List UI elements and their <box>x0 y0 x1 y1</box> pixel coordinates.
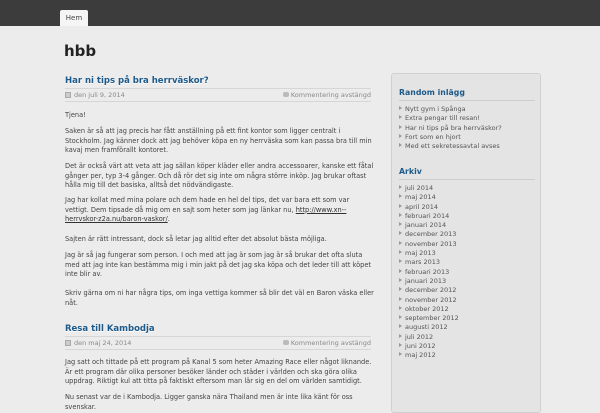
post-paragraph: Det är också värt att veta att jag sällan köper kläder eller andra accessoarer, kanske ett fåtal gånger per, typ 3-4 gånger. Och då rör det sig inte om några större inköp. Jag brukar oftast hålla mig till det basiska, alltså det nödvändigaste. <box>65 162 374 190</box>
random-post-link[interactable]: Med ett sekretessavtal avses <box>399 142 502 151</box>
post-meta <box>65 90 371 100</box>
archive-link[interactable]: februari 2013 <box>399 268 459 277</box>
calendar-icon <box>65 340 71 346</box>
divider <box>65 88 371 89</box>
random-post-link[interactable]: Har ni tips på bra herrväskor? <box>399 124 502 133</box>
post-paragraph: Jag är så jag fungerar som person. I och med att jag är som jag är så brukar det ofta sluta med att jag inte kan bestämma mig i min jakt på det jag ska köpa och det leder till att köpet inte blir av. <box>65 251 371 279</box>
post-paragraph: Skriv gärna om ni har några tips, om inga vettiga kommer så blir det väl en Baron väska eller nåt. <box>65 289 374 307</box>
post-paragraph: Sajten är rätt intressant, dock så letar jag alltid efter det absolut bästa möjliga. <box>65 235 327 243</box>
post-comments <box>283 339 371 347</box>
nav-home-tab[interactable]: Hem <box>60 10 88 26</box>
widget-title-archive: Arkiv <box>399 167 422 176</box>
archive-list <box>399 184 459 361</box>
top-navigation-bar <box>0 0 600 26</box>
archive-link[interactable]: februari 2014 <box>399 212 459 221</box>
site-title[interactable]: hbb <box>64 42 97 60</box>
archive-link[interactable]: maj 2013 <box>399 249 459 258</box>
comments-status: Kommentering avstängd <box>290 91 371 99</box>
archive-link[interactable]: juni 2012 <box>399 342 459 351</box>
archive-link[interactable]: september 2012 <box>399 314 459 323</box>
post-paragraph <box>65 196 375 225</box>
post-paragraph-text: Jag har kollat med mina polare och dem hade en hel del tips, det var bara ett som var vettigt. Dem tipsade då mig om en sajt som heter som jag länkar nu, <box>65 196 350 214</box>
post-meta <box>65 338 371 348</box>
post-title[interactable]: Har ni tips på bra herrväskor? <box>65 76 209 86</box>
post-title[interactable]: Resa till Kambodja <box>65 324 155 334</box>
sidebar <box>391 73 541 413</box>
comment-icon <box>283 92 289 97</box>
comment-icon <box>283 340 289 345</box>
widget-title-random: Random inlägg <box>399 88 465 97</box>
calendar-icon <box>65 92 71 98</box>
archive-link[interactable]: januari 2013 <box>399 277 459 286</box>
post-comments <box>283 91 371 99</box>
archive-link[interactable]: maj 2012 <box>399 351 459 360</box>
divider <box>65 336 371 337</box>
archive-link[interactable]: maj 2014 <box>399 193 459 202</box>
post-paragraph: Tjena! <box>65 111 86 119</box>
archive-link[interactable]: augusti 2012 <box>399 323 459 332</box>
post-date <box>65 91 125 99</box>
divider <box>399 100 535 101</box>
divider <box>65 101 371 102</box>
post-paragraph: Nu senast var de i Kambodja. Ligger ganska nära Thailand men är inte lika känt för oss svenskar. <box>65 393 353 411</box>
archive-link[interactable]: november 2013 <box>399 240 459 249</box>
post-link[interactable]: http://www.xn--herrvskor-z2a.nu/baron-vaskor/ <box>65 205 347 224</box>
archive-link[interactable]: juli 2012 <box>399 333 459 342</box>
random-post-link[interactable]: Fort som en hjort <box>399 133 502 142</box>
archive-link[interactable]: december 2013 <box>399 230 459 239</box>
divider <box>399 179 535 180</box>
archive-link[interactable]: januari 2014 <box>399 221 459 230</box>
random-post-link[interactable]: Extra pengar till resan! <box>399 114 502 123</box>
post-paragraph-end: . <box>167 215 170 224</box>
archive-link[interactable]: mars 2013 <box>399 258 459 267</box>
post-paragraph: Jag satt och tittade på ett program på Kanal 5 som heter Amazing Race eller något liknande. Är ett program där olika personer besöker länder och städer i världen och ska göra olika uppdrag. Riktigt kul att titta på faktiskt eftersom man lär sig en del om världen samtidigt. <box>65 358 372 386</box>
random-posts-list <box>399 105 502 151</box>
post-date-text: den maj 24, 2014 <box>74 339 132 347</box>
post-paragraph: Saken är så att jag precis har fått anställning på ett fint kontor som ligger centralt i Stockholm. Jag känner dock att jag behöver köpa en ny herrväska som kan passa bra till min kavaj men framförallt kontoret. <box>65 127 372 155</box>
random-post-link[interactable]: Nytt gym i Spånga <box>399 105 502 114</box>
archive-link[interactable]: juli 2014 <box>399 184 459 193</box>
divider <box>65 349 371 350</box>
post-date <box>65 339 131 347</box>
archive-link[interactable]: november 2012 <box>399 296 459 305</box>
archive-link[interactable]: april 2014 <box>399 203 459 212</box>
post-date-text: den juli 9, 2014 <box>74 91 125 99</box>
archive-link[interactable]: december 2012 <box>399 286 459 295</box>
archive-link[interactable]: oktober 2012 <box>399 305 459 314</box>
comments-status: Kommentering avstängd <box>290 339 371 347</box>
